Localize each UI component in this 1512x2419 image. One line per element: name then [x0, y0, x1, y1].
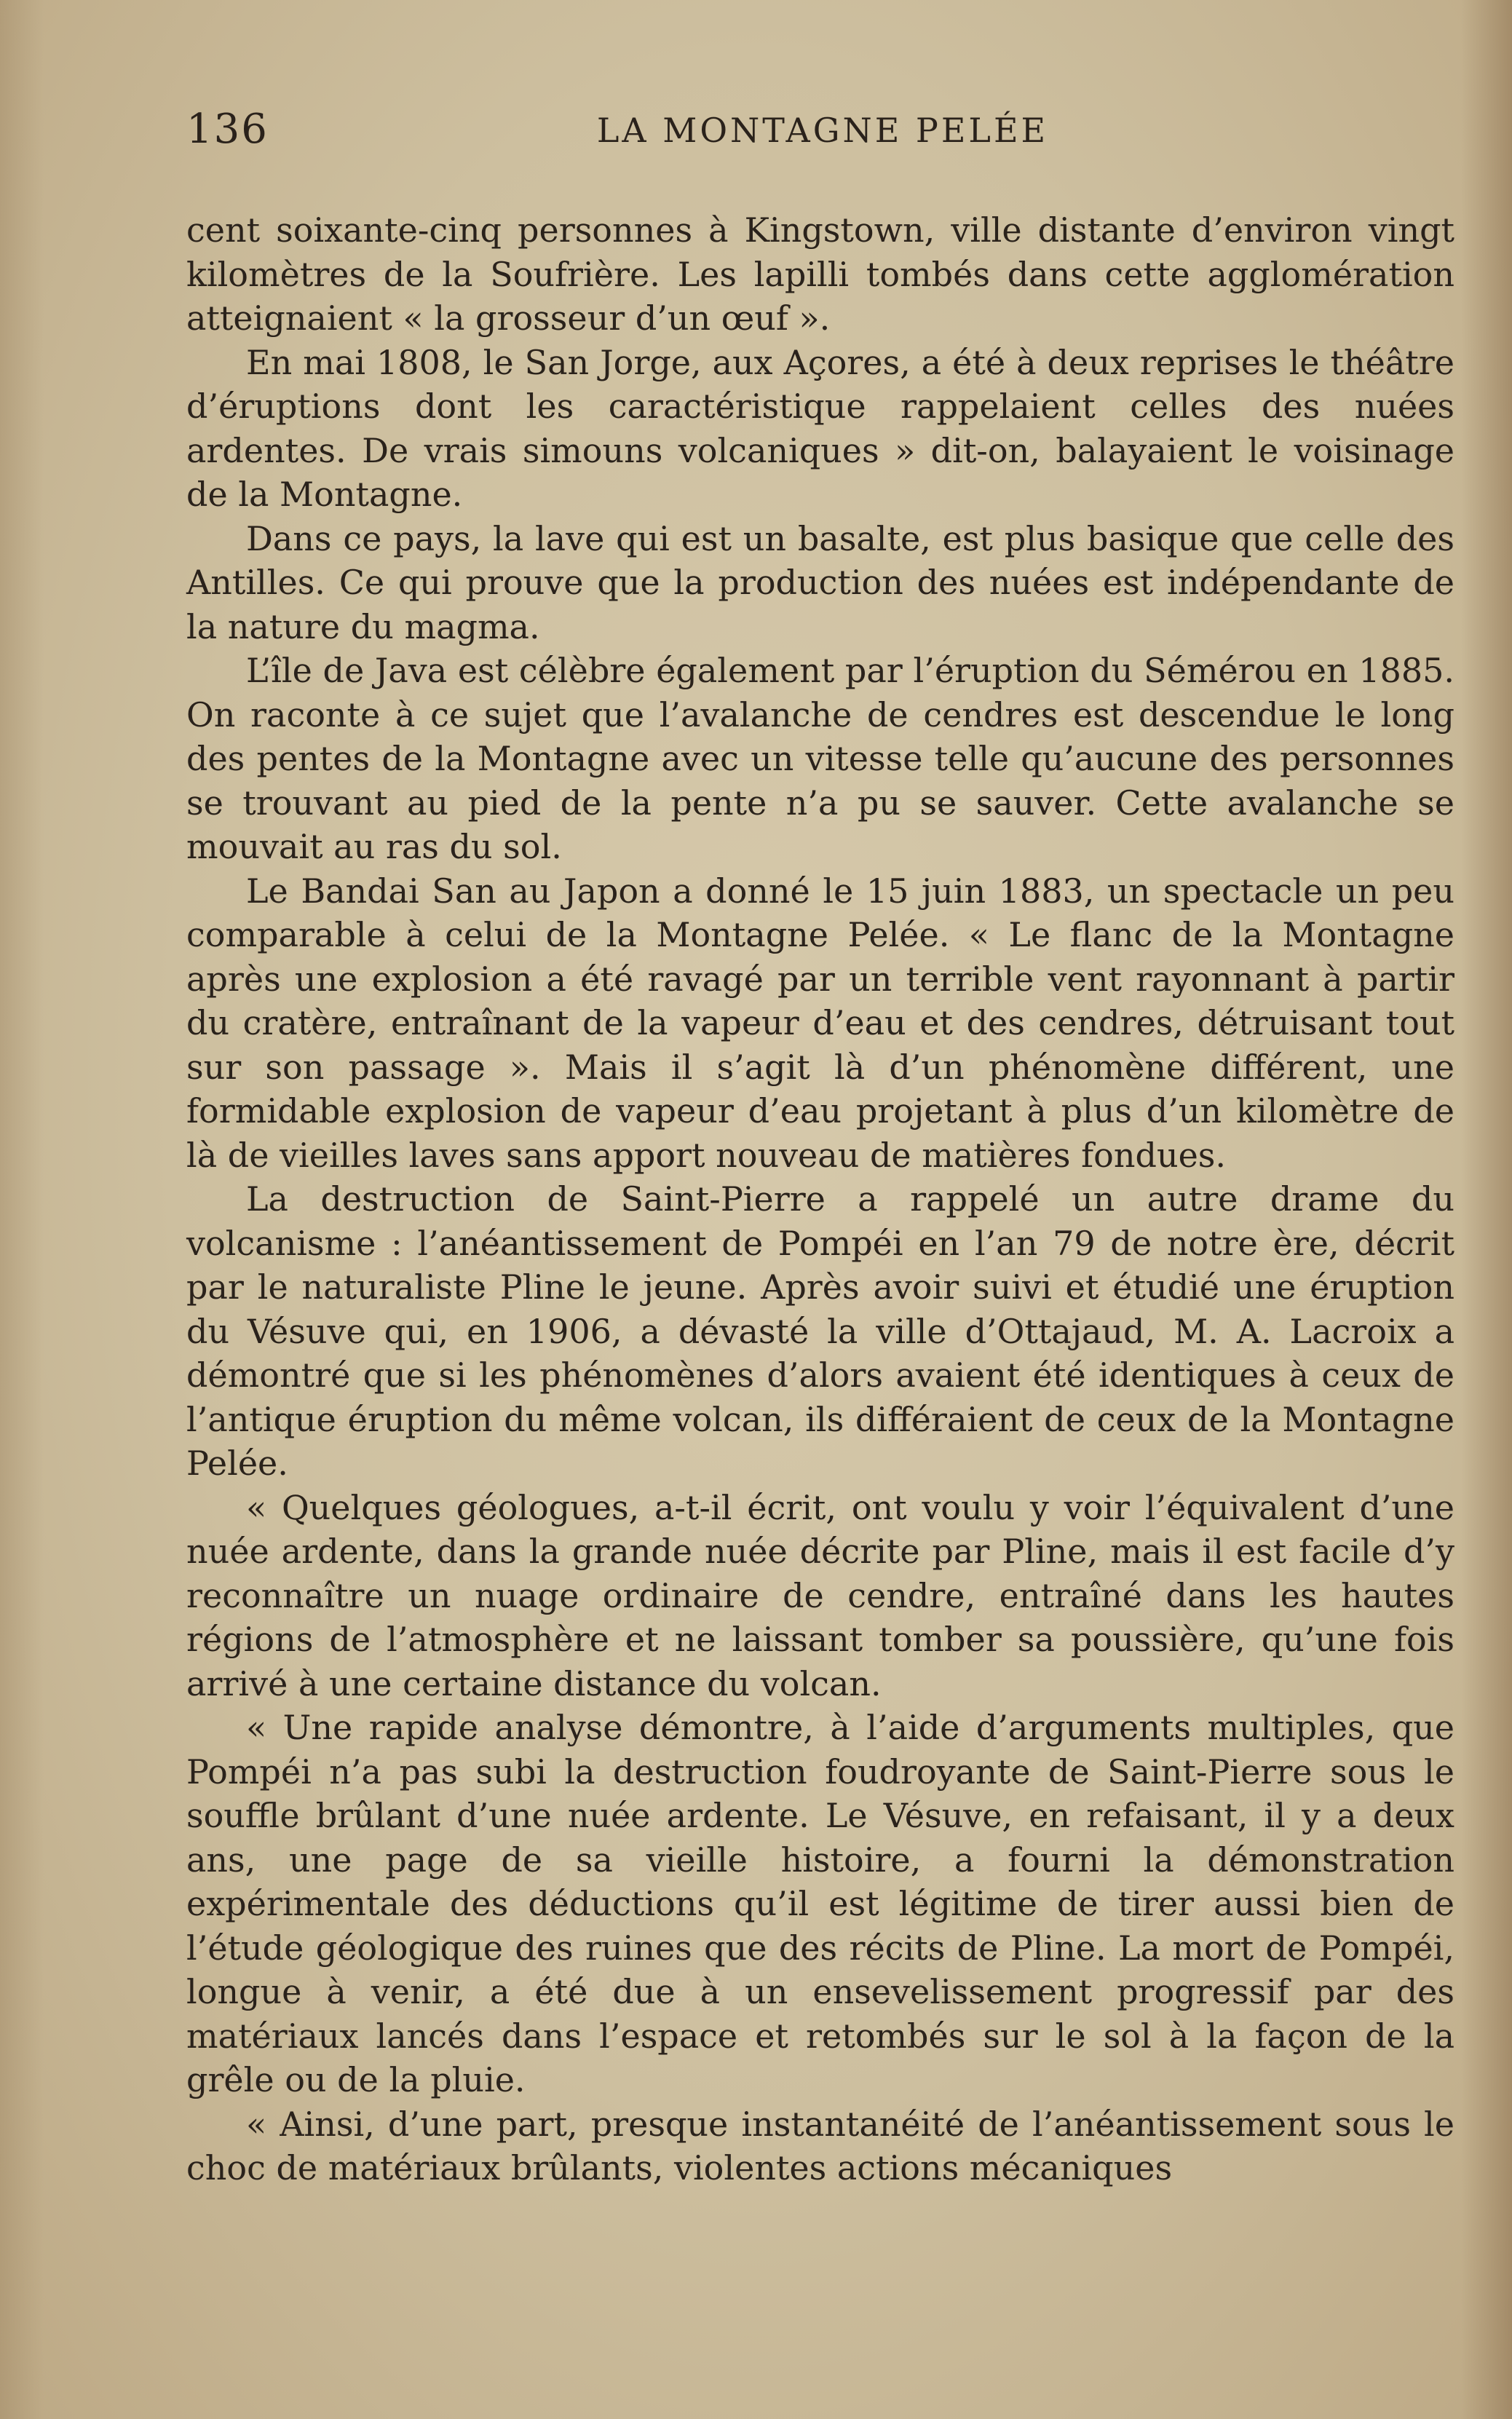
- body-text: [186, 208, 1454, 2190]
- paragraph-8: « Une rapide analyse démontre, à l’aide d’arguments multiples, que Pompéi n’a pas subi la destruction foudroyante de Saint-Pierre sous le souffle brûlant d’une nuée ardente. Le Vésuve, en refaisant, il y a deux ans, une page de sa vieille histoire, a fourni la démonstration expérimentale des déductions qu’il est légitime de tirer aussi bien de l’étude géologique des ruines que des récits de Pline. La mort de Pompéi, longue à venir, a été due à un ensevelissement progressif par des matériaux lancés dans l’espace et retombés sur le sol à la façon de la grêle ou de la pluie.: [186, 1708, 1454, 2099]
- paragraph-9: « Ainsi, d’une part, presque instantanéité de l’anéantissement sous le choc de matériaux brûlants, violentes actions mécaniques: [186, 2104, 1454, 2188]
- paragraph-6: La destruction de Saint-Pierre a rappelé un autre drame du volcanisme : l’anéantissement de Pompéi en l’an 79 de notre ère, décrit par le naturaliste Pline le jeune. Après avoir suivi et étudié une éruption du Vésuve qui, en 1906, a dévasté la ville d’Ottajaud, M. A. Lacroix a démontré que si les phénomènes d’alors avaient été identiques à ceux de l’antique éruption du même volcan, ils différaient de ceux de la Montagne Pelée.: [186, 1179, 1454, 1483]
- paragraph-1: cent soixante-cinq personnes à Kingstown, ville distante d’environ vingt kilomètres de la Soufrière. Les lapilli tombés dans cette agglomération atteignaient « la grosseur d’un œuf ».: [186, 210, 1454, 338]
- paragraph-7: « Quelques géologues, a-t-il écrit, ont voulu y voir l’équivalent d’une nuée ardente, dans la grande nuée décrite par Pline, mais il est facile d’y reconnaître un nuage ordinaire de cendre, entraîné dans les hautes régions de l’atmosphère et ne laissant tomber sa poussière, qu’une fois arrivé à une certaine distance du volcan.: [186, 1487, 1454, 1703]
- running-title: LA MONTAGNE PELÉE: [596, 111, 1049, 150]
- page-shadow-right: [1461, 0, 1512, 2419]
- paragraph-3: Dans ce pays, la lave qui est un basalte, est plus basique que celle des Antilles. Ce qui prouve que la production des nuées est indépendante de la nature du magma.: [186, 518, 1454, 646]
- page-number: 136: [186, 106, 269, 153]
- page-shadow-left: [0, 0, 44, 2419]
- paragraph-2: En mai 1808, le San Jorge, aux Açores, a été à deux reprises le théâtre d’éruptions dont les caractéristique rappelaient celles des nuées ardentes. De vrais simouns volcaniques » dit-on, balayaient le voisinage de la Montagne.: [186, 342, 1454, 514]
- paragraph-4: L’île de Java est célèbre également par l’éruption du Sémérou en 1885. On raconte à ce sujet que l’avalanche de cendres est descendue le long des pentes de la Montagne avec un vitesse telle qu’aucune des personnes se trouvant au pied de la pente n’a pu se sauver. Cette avalanche se mouvait au ras du sol.: [186, 651, 1454, 866]
- page-header: [186, 100, 1459, 159]
- paragraph-5: Le Bandai San au Japon a donné le 15 juin 1883, un spectacle un peu comparable à celui de la Montagne Pelée. « Le flanc de la Montagne après une explosion a été ravagé par un terrible vent rayonnant à partir du cratère, entraînant de la vapeur d’eau et des cendres, détruisant tout sur son passage ». Mais il s’agit là d’un phénomène différent, une formidable explosion de vapeur d’eau projetant à plus d’un kilomètre de là de vieilles laves sans apport nouveau de matières fondues.: [186, 871, 1454, 1175]
